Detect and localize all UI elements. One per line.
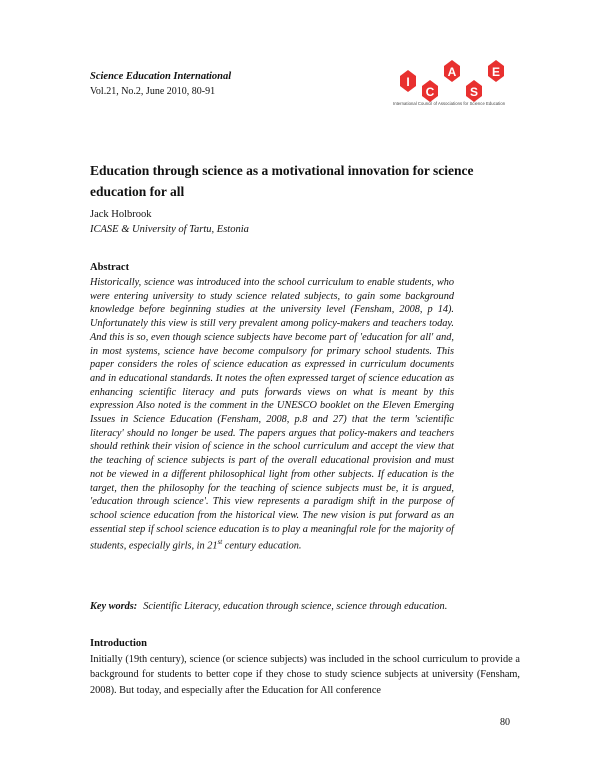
keywords-label: Key words: xyxy=(90,601,138,612)
page-number: 80 xyxy=(500,717,510,728)
volume-info: Vol.21, No.2, June 2010, 80-91 xyxy=(90,86,216,97)
journal-header xyxy=(90,69,231,99)
journal-name: Science Education International xyxy=(90,71,232,82)
logo-letter-s: S xyxy=(469,85,479,99)
logo-hex-e xyxy=(488,60,504,82)
abstract-tail: century education. xyxy=(222,540,302,552)
logo-letter-c: C xyxy=(425,85,435,99)
author-affiliation: ICASE & University of Tartu, Estonia xyxy=(90,224,249,235)
introduction-heading: Introduction xyxy=(90,638,147,649)
logo-letter-i: I xyxy=(406,75,410,89)
article-title: Education through science as a motivational innovation for science education for all xyxy=(90,163,474,199)
logo-letter-e: E xyxy=(491,65,501,79)
author-name: Jack Holbrook xyxy=(90,209,152,220)
abstract-heading: Abstract xyxy=(90,262,130,273)
logo-letter-a: A xyxy=(447,65,457,79)
logo-hex-c xyxy=(422,80,438,102)
logo-tagline: International Council of Associations for Science Education xyxy=(393,101,506,106)
abstract-text xyxy=(90,276,454,553)
author-block xyxy=(90,207,249,237)
keywords xyxy=(90,600,454,614)
logo-hex-s xyxy=(466,80,482,102)
logo-hex-i xyxy=(400,70,416,92)
keywords-text: Scientific Literacy, education through science, science through education. xyxy=(143,601,448,612)
introduction-text: Initially (19th century), science (or science subjects) was included in the school curriculum to provide a background for students to better cope if they chose to study science subjects at university (Fensham, 2008). But today, and especially after the Education for All conference xyxy=(90,654,520,696)
abstract-body: Historically, science was introduced into the school curriculum to enable students, who were entering university to study science related subjects, to gain some background knowledge before beginning studies at the university level (Fensham, 2008, p 14). Unfortunately this view is still very prevalent among policy-makers and teachers today. And this is so, even though science subjects have become part of 'education for all' and, in most systems, science have become compulsory for primary school students. This paper considers the roles of science education as expressed in curriculum documents and in educational standards. It notes the often expressed target of science education as enhancing scientific literacy and puts forwards views on what is meant by this expression Also noted is the comment in the UNESCO booklet on the Eleven Emerging Issues in Science Education (Fensham, 2008, p.8 and 27) that the term 'scientific literacy' should no longer be used. The papers argues that policy-makers and teachers should rethink their vision of science in the school curriculum and accept the view that the teaching of science subjects is part of the overall educational provision and must not be viewed in a different philosophical light from other subjects. If education is the target, then the philosophy for the teaching of science subjects must be, it is argued, 'education through science'. This view represents a paradigm shift in the purpose of school science education from the historical view. The new vision is put forward as an essential step if school science education is to play a meaningful role for the majority of students, especially girls, in 21 xyxy=(90,277,454,552)
abstract-superscript: st xyxy=(217,538,223,547)
logo-hex-a xyxy=(444,60,460,82)
